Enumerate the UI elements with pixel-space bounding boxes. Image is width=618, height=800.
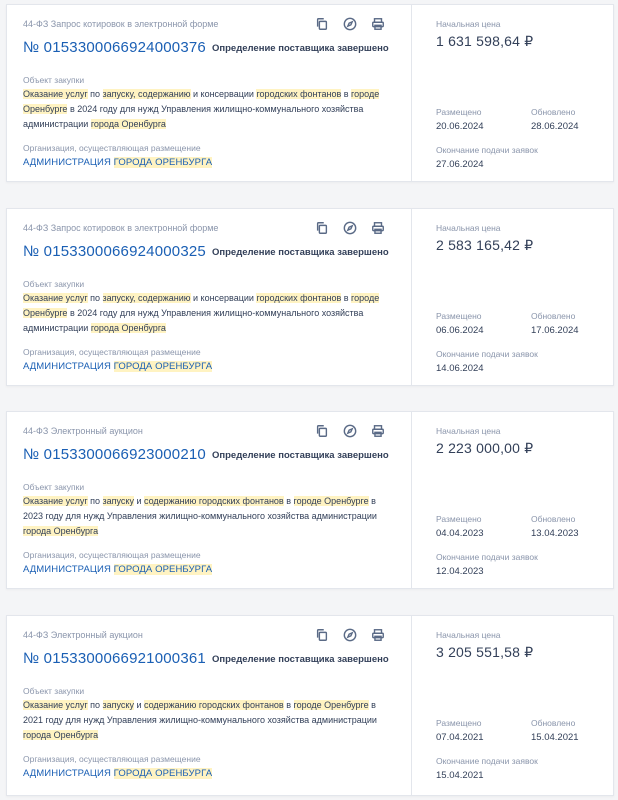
search-highlight: ГОРОДА ОРЕНБУРГА	[113, 768, 213, 779]
procurement-type: 44-ФЗ Запрос котировок в электронной форме	[23, 223, 219, 233]
price-value: 2 223 000,00 ₽	[436, 440, 534, 456]
deadline-date: 27.06.2024	[436, 159, 484, 170]
text-fragment: АДМИНИСТРАЦИЯ	[23, 768, 114, 779]
deadline-label: Окончание подачи заявок	[436, 756, 538, 766]
purchase-number-link[interactable]: № 0153300066924000325	[23, 243, 206, 260]
search-highlight: запуску	[102, 700, 134, 710]
compass-icon[interactable]	[343, 628, 357, 642]
updated-label: Обновлено	[531, 514, 576, 524]
updated-date: 28.06.2024	[531, 121, 579, 132]
text-fragment: по	[87, 89, 103, 99]
print-icon[interactable]	[371, 628, 385, 642]
text-fragment: в	[341, 89, 352, 99]
price-label: Начальная цена	[436, 630, 501, 640]
updated-date: 13.04.2023	[531, 528, 579, 539]
posted-label: Размещено	[436, 311, 482, 321]
posted-label: Размещено	[436, 718, 482, 728]
posted-date: 06.06.2024	[436, 325, 484, 336]
object-label: Объект закупки	[23, 279, 85, 289]
search-highlight: Оказание услуг	[23, 496, 88, 506]
search-highlight: ГОРОДА ОРЕНБУРГА	[113, 361, 213, 372]
search-highlight: Оказание услуг	[23, 293, 88, 303]
purchase-card	[6, 208, 614, 386]
print-icon[interactable]	[371, 424, 385, 438]
object-description	[23, 291, 393, 336]
posted-date: 07.04.2021	[436, 732, 484, 743]
search-highlight: городе Оренбурге	[23, 293, 380, 318]
text-fragment: в 2024 году для нужд Управления жилищно-коммунального хозяйства администрации	[23, 308, 364, 333]
org-name-link[interactable]	[23, 361, 212, 372]
procurement-type: 44-ФЗ Запрос котировок в электронной форме	[23, 19, 219, 29]
posted-label: Размещено	[436, 514, 482, 524]
updated-label: Обновлено	[531, 718, 576, 728]
search-highlight: городских фонтанов	[256, 89, 342, 99]
text-fragment: в 2021 году для нужд Управления жилищно-коммунального хозяйства администрации	[23, 700, 377, 725]
text-fragment: и консервации	[190, 293, 257, 303]
deadline-label: Окончание подачи заявок	[436, 552, 538, 562]
deadline-date: 15.04.2021	[436, 770, 484, 781]
print-icon[interactable]	[371, 17, 385, 31]
search-highlight: города Оренбурга	[23, 526, 99, 536]
status-text: Определение поставщика завершено	[212, 247, 389, 258]
procurement-type: 44-ФЗ Электронный аукцион	[23, 426, 143, 436]
search-highlight: ГОРОДА ОРЕНБУРГА	[113, 564, 213, 575]
object-description	[23, 87, 393, 132]
text-fragment: и	[133, 700, 144, 710]
purchase-card	[6, 411, 614, 589]
org-label: Организация, осуществляющая размещение	[23, 754, 201, 764]
search-highlight: Оказание услуг	[23, 89, 88, 99]
search-highlight: городских фонтанов	[256, 293, 342, 303]
text-fragment: АДМИНИСТРАЦИЯ	[23, 157, 114, 168]
deadline-date: 14.06.2024	[436, 363, 484, 374]
price-label: Начальная цена	[436, 223, 501, 233]
status-text: Определение поставщика завершено	[212, 450, 389, 461]
text-fragment: в	[283, 700, 294, 710]
object-description	[23, 494, 393, 539]
updated-date: 15.04.2021	[531, 732, 579, 743]
copy-icon[interactable]	[315, 628, 329, 642]
org-name-link[interactable]	[23, 768, 212, 779]
text-fragment: и консервации	[190, 89, 257, 99]
procurement-type: 44-ФЗ Электронный аукцион	[23, 630, 143, 640]
card-main	[7, 616, 412, 795]
text-fragment: АДМИНИСТРАЦИЯ	[23, 564, 114, 575]
purchase-number-link[interactable]: № 0153300066924000376	[23, 39, 206, 56]
card-side	[412, 209, 613, 385]
text-fragment: в 2023 году для нужд Управления жилищно-коммунального хозяйства администрации	[23, 496, 377, 521]
org-label: Организация, осуществляющая размещение	[23, 143, 201, 153]
copy-icon[interactable]	[315, 17, 329, 31]
text-fragment: в	[283, 496, 294, 506]
search-highlight: содержанию городских фонтанов	[143, 496, 284, 506]
text-fragment: в	[341, 293, 352, 303]
copy-icon[interactable]	[315, 424, 329, 438]
card-side	[412, 616, 613, 795]
card-main	[7, 412, 412, 588]
object-description	[23, 698, 393, 743]
card-actions	[315, 221, 385, 235]
price-value: 1 631 598,64 ₽	[436, 33, 534, 49]
search-highlight: города Оренбурга	[90, 323, 166, 333]
org-name-link[interactable]	[23, 564, 212, 575]
compass-icon[interactable]	[343, 17, 357, 31]
search-highlight: запуску, содержанию	[102, 293, 191, 303]
search-highlight: городе Оренбурге	[23, 89, 380, 114]
org-label: Организация, осуществляющая размещение	[23, 347, 201, 357]
card-main	[7, 5, 412, 181]
purchase-card	[6, 4, 614, 182]
search-highlight: городе Оренбурге	[293, 700, 369, 710]
org-label: Организация, осуществляющая размещение	[23, 550, 201, 560]
search-highlight: содержанию городских фонтанов	[143, 700, 284, 710]
search-highlight: города Оренбурга	[90, 119, 166, 129]
card-actions	[315, 628, 385, 642]
posted-date: 04.04.2023	[436, 528, 484, 539]
text-fragment: и	[133, 496, 144, 506]
deadline-date: 12.04.2023	[436, 566, 484, 577]
org-name-link[interactable]	[23, 157, 212, 168]
deadline-label: Окончание подачи заявок	[436, 145, 538, 155]
text-fragment: в 2024 году для нужд Управления жилищно-коммунального хозяйства администрации	[23, 104, 364, 129]
text-fragment: по	[87, 496, 103, 506]
copy-icon[interactable]	[315, 221, 329, 235]
posted-label: Размещено	[436, 107, 482, 117]
text-fragment: по	[87, 293, 103, 303]
updated-date: 17.06.2024	[531, 325, 579, 336]
purchase-number-link[interactable]: № 0153300066921000361	[23, 650, 206, 667]
purchase-number-link[interactable]: № 0153300066923000210	[23, 446, 206, 463]
compass-icon[interactable]	[343, 221, 357, 235]
object-label: Объект закупки	[23, 75, 85, 85]
card-side	[412, 412, 613, 588]
deadline-label: Окончание подачи заявок	[436, 349, 538, 359]
object-label: Объект закупки	[23, 482, 85, 492]
search-highlight: ГОРОДА ОРЕНБУРГА	[113, 157, 213, 168]
purchase-card	[6, 615, 614, 796]
compass-icon[interactable]	[343, 424, 357, 438]
posted-date: 20.06.2024	[436, 121, 484, 132]
price-label: Начальная цена	[436, 426, 501, 436]
price-value: 2 583 165,42 ₽	[436, 237, 534, 253]
object-label: Объект закупки	[23, 686, 85, 696]
search-highlight: городе Оренбурге	[293, 496, 369, 506]
text-fragment: АДМИНИСТРАЦИЯ	[23, 361, 114, 372]
card-side	[412, 5, 613, 181]
status-text: Определение поставщика завершено	[212, 43, 389, 54]
updated-label: Обновлено	[531, 311, 576, 321]
price-value: 3 205 551,58 ₽	[436, 644, 534, 660]
updated-label: Обновлено	[531, 107, 576, 117]
search-highlight: запуску	[102, 496, 134, 506]
card-actions	[315, 424, 385, 438]
price-label: Начальная цена	[436, 19, 501, 29]
search-highlight: Оказание услуг	[23, 700, 88, 710]
text-fragment: по	[87, 700, 103, 710]
card-main	[7, 209, 412, 385]
search-highlight: города Оренбурга	[23, 730, 99, 740]
print-icon[interactable]	[371, 221, 385, 235]
card-actions	[315, 17, 385, 31]
search-highlight: запуску, содержанию	[102, 89, 191, 99]
status-text: Определение поставщика завершено	[212, 654, 389, 665]
